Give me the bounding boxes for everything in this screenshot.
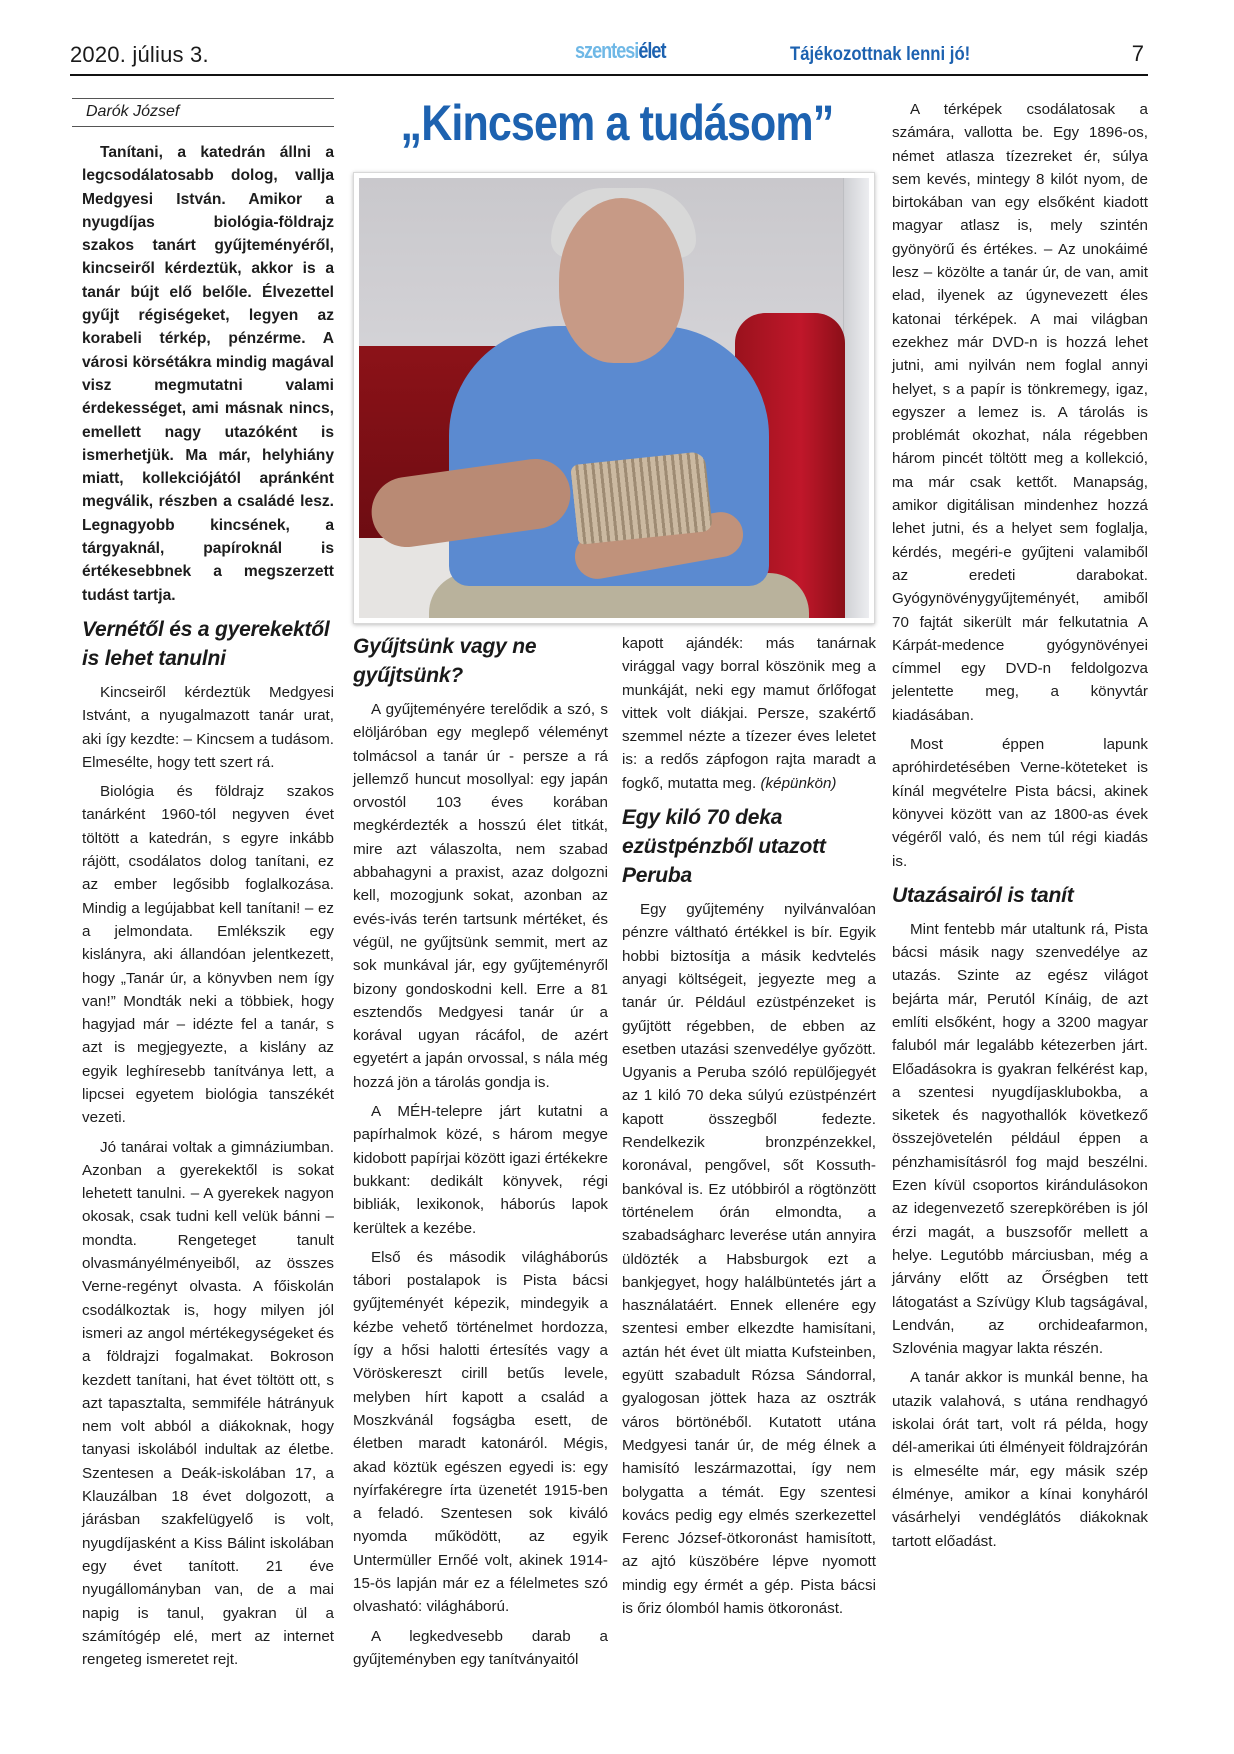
body-paragraph: Mint fentebb már utaltunk rá, Pista bácsi másik nagy szenvedélye az utazás. Szinte az egész világot bejárta már, Perutól Kínáig, de azt említi elsőként, hogy a 3200 magyar faluból már legalább kétezerben járt. Előadásokra is gyakran felkérést kap, a szentesi nyugdíjasklubokba, a siketek és nagyothallók következő összejövetelén például éppen a pénzhamisításról fog majd beszélni. Ezen kívül csoportos kirándulásokon az idegenvezető szerepkörében is jól érzi magát, a buszsofőr mellett a helye. Legutóbb márciusban, még a járvány előtt az Őrségben tett látogatást a Szívügy Klub tagságával, Lendván, az orchideafarmon, Szlovénia magyar lakta részén. <box>892 920 1148 1358</box>
body-paragraph: Jó tanárai voltak a gimnáziumban. Azonban a gyerekektől is sokat lehetett tanulni. – A gyerekek nagyon okosak, csak tudni kell velük bánni – mondta. Rengeteget tanult olvasmányélményeiből, az összes Verne-regényt olvasta. A főiskolán csodálkoztak is, hogy milyen jól ismeri az angol mértékegységeket és a földrajzi fogalmakat. Bokroson kezdett tanítani, hat évet töltött ott, s azt tapasztalta, semmiféle hátrányuk nem volt abból a diákoknak, hogy tanyasi iskolából indultak az életbe. Szentesen a Deák-iskolában 17, a Klauzálban 18 évet dolgozott, a járásban szakfelügyelő is volt, nyugdíjasként a Kiss Bálint iskolában egy évet tanított. 21 éve nyugállományban van, de a mai napig is tanul, gyakran ül a számítógép elé, mert az internet rengeteg ismeretet rejt. <box>82 1138 334 1669</box>
body-paragraph: A térképek csodálatosak a számára, vallotta be. Egy 1896-os, német atlasza tízezreket ér, súlya sem kevés, mintegy 8 kilót nyom, de birtokában van egy elsőként kiadott magyar atlasz is, mely szintén gyönyörű és értékes. – Az unokáimé lesz – közölte a tanár úr, de van, amit elad, ilyenek az úgynevezett éles katonai térképek. A mai világban ezekhez már DVD-n is hozzá lehet jutni, ami nyilván nem foglal annyi helyet, s a papír is tönkremegy, igaz, egyszer a lemez is. A tárolás is problémát okozhat, nála régebben három pincét töltött meg a kollekció, ma már csak kettőt. Manapság, amikor digitálisan mindenhez hozzá lehet jutni, és a helyet sem foglalja, kérdés, megéri-e gyűjteni valamiből az eredeti darabokat. Gyógynövénygyűjteményét, amiből 70 fajtát sikerült már felkutatnia A Kárpát-medence gyógynövényei címmel egy DVD-n feldolgozva jelentette meg, a könyvtár kiadásában. <box>892 101 1148 724</box>
photo-face <box>559 198 684 363</box>
lead-paragraph: Tanítani, a katedrán állni a legcsodálatosabb dolog, vallja Medgyesi István. Amikor a nyugdíjas biológia-földrajz szakos tanárt gyűjteményéről, kincseiről kérdeztük, akkor is a tanár bújt elő belőle. Élvezettel gyűjt régiségeket, legyen az korabeli térkép, pénzérme. A városi körsétákra mindig magával visz megmutatni valami érdekességet, ami másnak nincs, emellett nagy utazóként is ismerhetjük. Ma már, helyhiány miatt, kollekciójától apránként megválik, részben a családé lesz. Legnagyobb kincsének, a tárgyaknál, papíroknál is értékesebbnek a megszerzett tudást tartja. <box>82 144 334 604</box>
body-paragraph: Most éppen lapunk apróhirdetésében Verne-köteteket is kínál megvételre Pista bácsi, akinek könyvei között van az 1800-as évek végéről való, és nem túl régi kiadás is. <box>892 736 1148 870</box>
article-photo[interactable] <box>353 172 875 624</box>
body-paragraph: A tanár akkor is munkál benne, ha utazik valahová, s utána rendhagyó iskolai órát tart, volt rá példa, hogy dél-amerikai úti élményeit földrajzórán is elmesélte már, egy másik szép élménye, amikor a kínai konyháról vásárhelyi vendéglátós diákoknak tartott előadást. <box>892 1369 1148 1550</box>
section-heading: Vernétől és a gyerekektől is lehet tanulni <box>82 617 330 670</box>
body-paragraph: Első és második világháborús tábori postalapok is Pista bácsi gyűjteményét képezik, mindegyik a kézbe vehető történelmet hordozza, így a hősi halotti értesítés vagy a Vöröskereszt cirill betűs levele, melyben hírt kapott a család a Moszkvánál fogságba esett, de életben maradt katonáról. Mégis, akad köztük egészen egyedi is: egy nyírfakéregre írta üzenetét 1915-ben a feladó. Szentesen sok kiváló nyomda működött, az egyik Untermüller Ernőé volt, akinek 1914-15-ös lapján már ez a félelmetes szó olvasható: világháború. <box>353 1248 608 1616</box>
column-1 <box>82 98 334 1677</box>
logo-part-elet: élet <box>638 38 666 63</box>
header-slogan: Tájékozottnak lenni jó! <box>790 44 971 65</box>
photo-door <box>843 178 869 618</box>
issue-date: 2020. július 3. <box>70 42 209 67</box>
body-paragraph: Biológia és földrajz szakos tanárként 1960-tól negyven évet töltött a katedrán, s egyre inkább rájött, csodálatos dolog tanítani, ez az ember legősibb foglalkozása. Mindig a legújabbat kell tanítani! – ez a jelmondata. Emlékszik egy kislányra, aki állandóan jelentkezett, hogy „Tanár úr, a könyvben nem így van!” Mondták neki a többiek, hogy hagyjad már – idézte fel a tanár, s azt is megjegyezte, a kislány az egyik leghíresebb tanítványa lett, a lipcsei egyetem biológia tanszékét vezeti. <box>82 783 334 1127</box>
photo-reference: (képünkön) <box>760 774 837 792</box>
body-paragraph: Kincseiről kérdeztük Medgyesi Istvánt, a nyugalmazott tanár urat, aki így kezdte: – Kincsem a tudásom. Elmesélte, hogy tett szert rá. <box>82 683 334 771</box>
body-paragraph: A gyűjteményére terelődik a szó, s elöljáróban egy meglepő véleményt tolmácsol a tanár úr - persze a rá jellemző huncut mosollyal: egy japán orvostól 103 éves korában megkérdezték a hosszú élet titkát, mire azt válaszolta, nem szabad abbahagyni a praxist, azaz dolgozni kell, mozogjunk sokat, azonban az evés-ivás terén tartsunk mértéket, és végül, ne gyűjtsünk semmit, mert az sok munkával jár, egy gyűjteményről bizony gondoskodni kell. Erre a 81 esztendős Medgyesi tanár úr a korával ugyan rácáfol, de azért egyetért a japán orvossal, s nála még hozzá jön a tárolás gondja is. <box>353 701 608 1091</box>
column-4 <box>892 98 1148 1559</box>
column-2 <box>353 632 608 1677</box>
body-paragraph: A legkedvesebb darab a gyűjteményben egy tanítványaitól <box>353 1627 608 1668</box>
byline: Darók József <box>72 98 334 127</box>
body-paragraph: Egy gyűjtemény nyilvánvalóan pénzre váltható értékkel is bír. Egyik hobbi biztosítja a másik kedvtelés anyagi költségeit, jegyezte meg a tanár úr. Például ezüstpénzeket is gyűjtött régebben, de ebben az esetben utazási szenvedélye győzött. Ugyanis a Peruba szóló repülőjegyét az 1 kiló 70 deka súlyú ezüstpénzért kapott összegből fedezte. Rendelkezik bronzpénzekkel, koronával, pengővel, sőt Kossuth-bankóval is. Ez utóbbiról a rögtönzött történelem órán elmondta, a szabadságharc leverése után annyira üldözték a Habsburgok ezt a bankjegyet, hogy halálbüntetés járt a használatáért. Ennek ellenére egy szentesi ember elkezdte hamisítani, aztán hét évet ült miatta Kufsteinben, együtt szabadult Rózsa Sándorral, gyalogosan jöttek haza az osztrák város börtönéből. Kutatott utána Medgyesi tanár úr, de még élnek a hamisító leszármazottai, így nem bolygatta a témát. Egy szentesi kovács pedig egy elmés szerkezettel Ferenc József-ötkoronást hamisított, az ajtó küszöbére lépve nyomott mindig egy érmét a gép. Pista bácsi is őriz ólomból hamis ötkoronást. <box>622 901 876 1617</box>
section-heading: Utazásairól is tanít <box>892 883 1074 907</box>
page-header <box>70 38 1148 76</box>
logo-part-szentesi: szentesi <box>575 38 639 63</box>
body-paragraph: A MÉH-telepre járt kutatni a papírhalmok közé, s három megye kidobott papírjai között igazi értékekre bukkant: dedikált könyvek, régi bibliák, lexikonok, háborús lapok kerültek a kezébe. <box>353 1103 608 1237</box>
newspaper-logo[interactable] <box>575 38 665 64</box>
photo-image <box>359 178 869 618</box>
photo-mammoth-tooth <box>570 451 713 545</box>
continuation-text: kapott ajándék: más tanárnak virággal vagy borral köszönik meg a munkáját, neki egy mamut őrlőfogat vittek volt diákjai. Persze, szakértő szemmel nézte a tízezer éves leletet is: a redős zápfogon rajta maradt a fogkő, mutatta meg. <box>622 635 876 792</box>
section-heading: Egy kiló 70 deka ezüstpénzből utazott Peruba <box>622 806 826 888</box>
page-number: 7 <box>1131 41 1144 66</box>
body-paragraph-continued <box>622 632 876 795</box>
article-title: „Kincsem a tudásom” <box>400 95 834 151</box>
section-heading: Gyűjtsünk vagy ne gyűjtsünk? <box>353 635 537 687</box>
column-3 <box>622 632 876 1626</box>
